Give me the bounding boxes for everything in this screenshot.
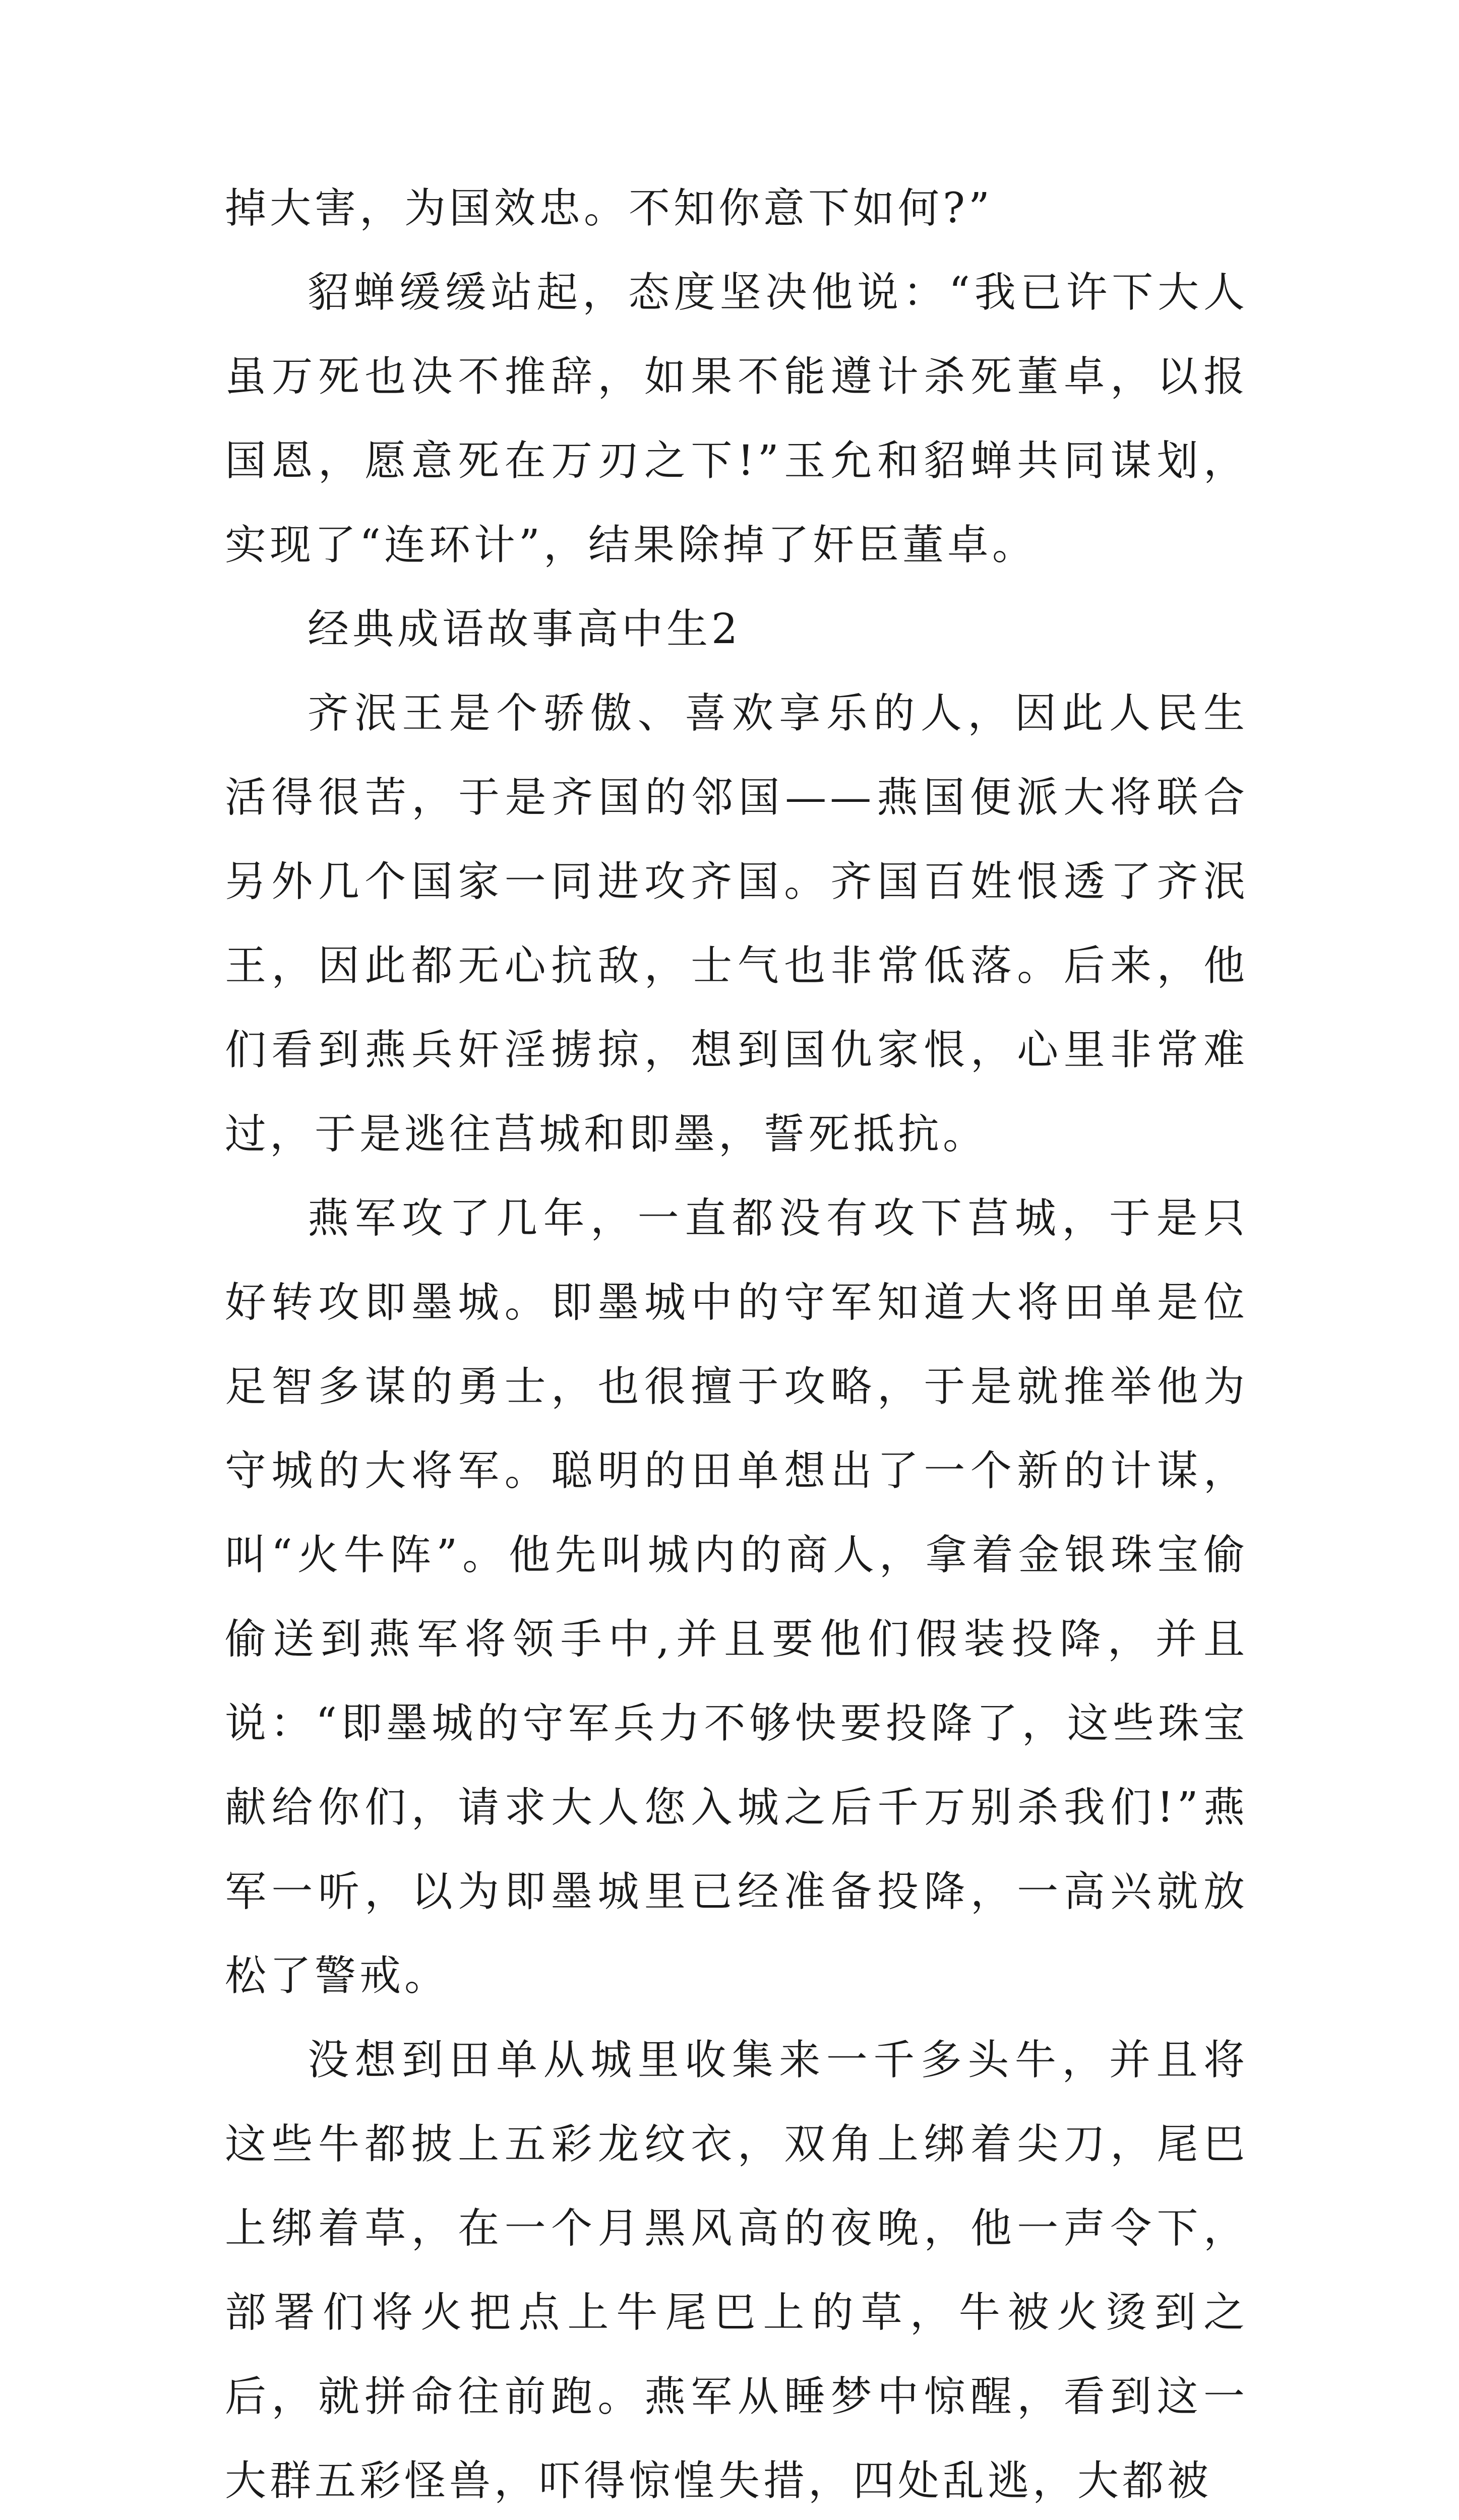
document-body [225,166,1248,2520]
paragraph-2: 貂蝉缓缓站起，态度坚决他说：“我已许下大人虽万死也决不推辞，如果不能遵计杀死董卓，以报国恩，愿意死在万刃之下!”玉允和貂蝉共同谋划，实现了“连环计”，结果除掉了奸臣董卓。 [225,269,1248,569]
paragraph-3: 齐泯王是个骄傲、喜欢享乐的人，因此人民生活得很苦，于是齐国的邻国——燕国便派大将联合另外几个国家一同进攻齐国。齐国百姓恨透了齐泯王，因此都无心抗敌，士气也非常低落。后来，他们看到燕兵奸淫掳掠，想到国仇家恨，心里非常难过，于是逃往莒城和即墨，誓死抵抗。 [225,689,1248,1158]
paragraph-1: 掉大害，为国效忠。不知你意下如何?” [225,184,993,232]
paragraph-5: 没想到田单从城里收集来一千多头牛，并且将这些牛都披上五彩龙纹衣，双角上绑着尖刀，尾巴上绑着草，在一个月黑风高的夜晚，他一声令下，部署们将火把点上牛尾巴上的草，牛被火烫到之后，就拼命往前跑。燕军从睡梦中惊醒，看到这一大群五彩怪兽，吓得惊惶失措，四处乱逃，大都被 [225,2036,1248,2505]
paragraph-4: 燕军攻了几年，一直都没有攻下莒城，于是只好转攻即墨城。即墨城中的守军知道大将田单是位足智多谋的勇士，也很擅于攻略，于是就推举他为守城的大将军。聪明的田单想出了一个新的计谋，叫“火牛阵”。他先叫城内的商人，拿着金银珠宝偷偷送到燕军将领手中,并且要他们假装投降，并且说：“即墨城的守军兵力不够快要投降了，这些珠宝献给你们，请求大人您入城之后千万别杀我们!”燕军一听，以为即墨城里已经准备投降，一高兴就放松了警戒。 [225,1194,1248,2000]
section-heading: 经典成语故事高中生2 [308,605,742,653]
